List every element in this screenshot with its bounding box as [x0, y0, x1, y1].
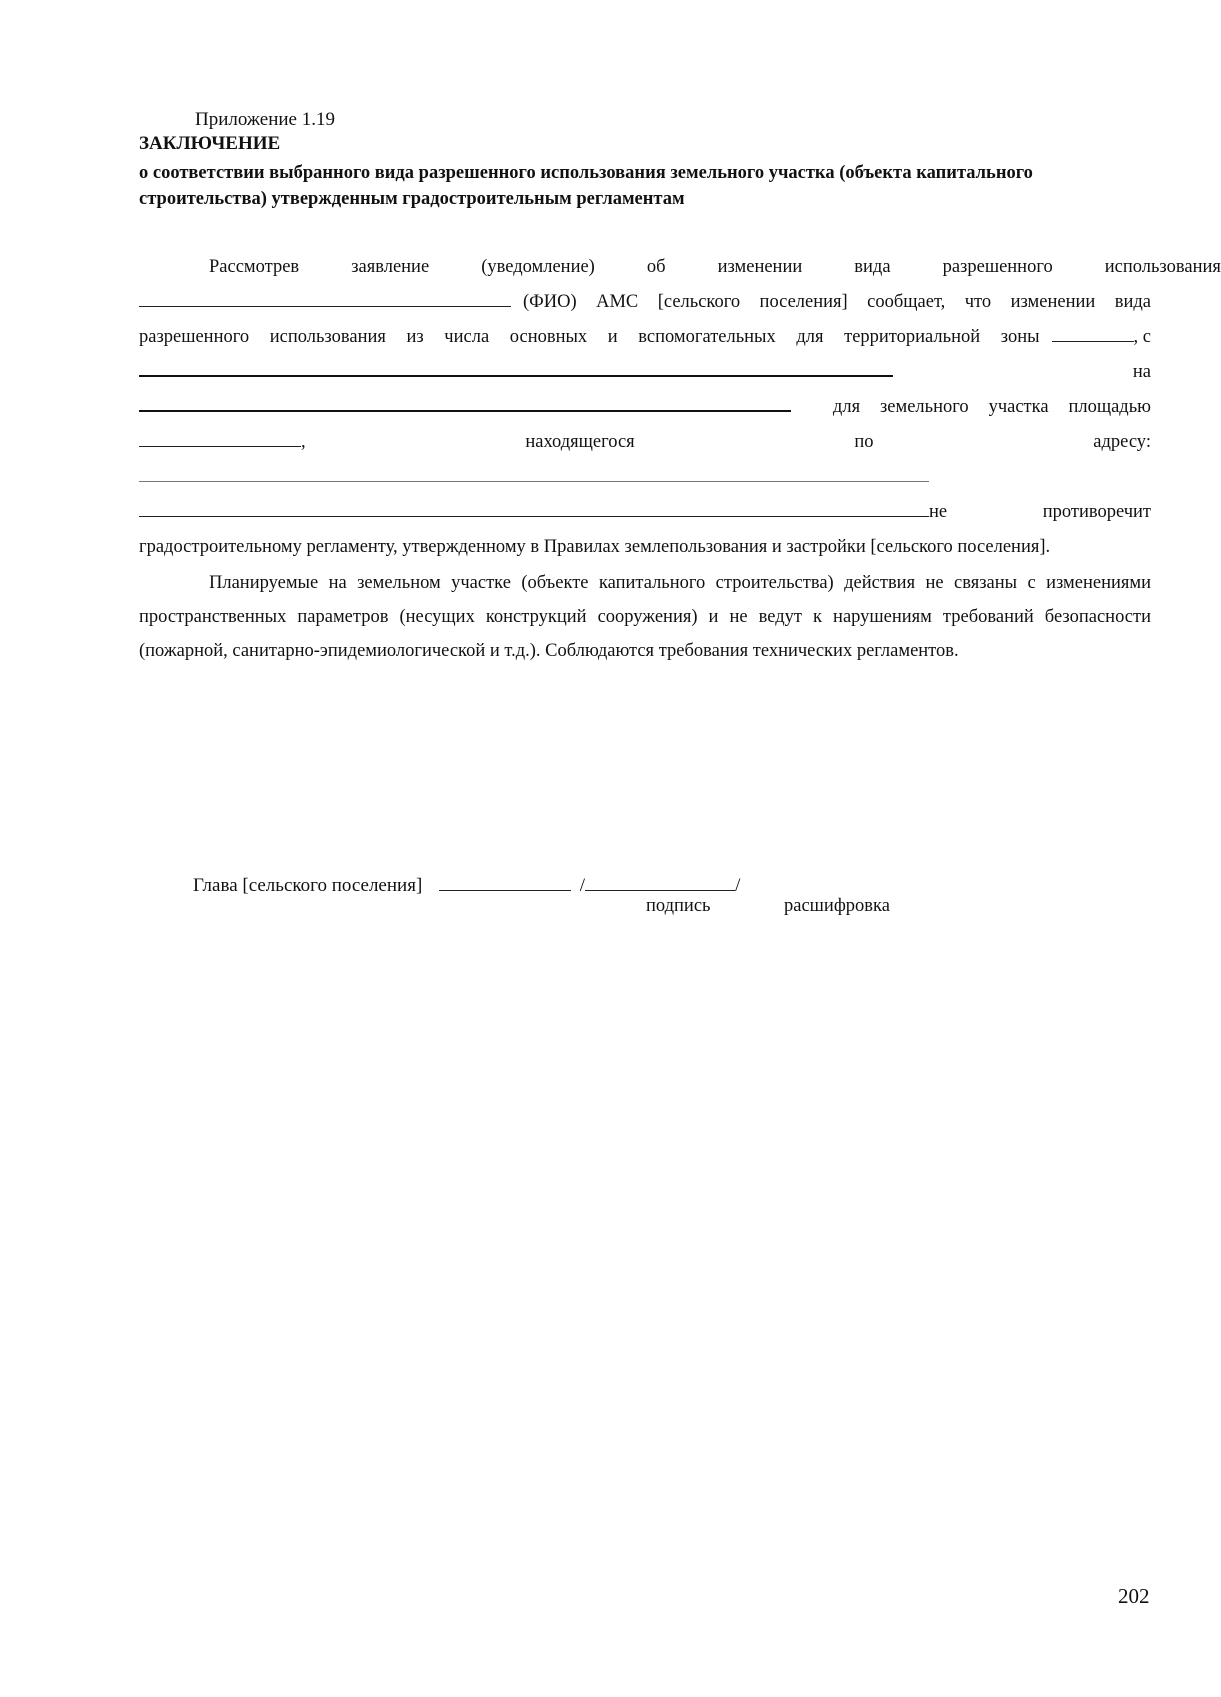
paragraph-text: Планируемые на земельном участке (объекте капитального строительства) действия не связаны с изменениями пространственных параметров (несущих конструкций сооружения) и не ведут к нарушениям требований безопасности (пожарной, санитарно-эпидемиологической и т.д.). Соблюдаются требования технических регламентов. [139, 573, 1151, 661]
form-text: , с [1133, 327, 1151, 347]
form-word: для [832, 397, 861, 417]
form-text: , [301, 432, 306, 452]
form-word: изменении [717, 257, 803, 277]
form-line-2 [139, 287, 1151, 317]
decode-caption: расшифровка [784, 896, 890, 916]
form-word: площадью [1068, 397, 1151, 417]
signature-line [193, 872, 740, 897]
signature-blank[interactable] [439, 872, 571, 891]
territorial-zone-blank[interactable] [1052, 323, 1134, 342]
form-text: на [1132, 362, 1151, 382]
form-line-3 [139, 322, 1151, 352]
current-use-blank[interactable] [139, 357, 893, 377]
form-text: (ФИО) АМС [сельского поселения] сообщает, что изменении вида [523, 292, 1151, 312]
form-word: участка [988, 397, 1049, 417]
signature-caption: подпись [646, 896, 711, 916]
document-subtitle-line-2: строительства) утвержденным градостроительным регламентам [139, 189, 685, 209]
form-word: находящегося [525, 432, 635, 452]
slash-separator: / [579, 875, 586, 896]
form-line-9 [139, 532, 1151, 562]
form-word: Рассмотрев [209, 257, 300, 277]
form-line-1 [139, 252, 1221, 282]
form-word: вида [854, 257, 891, 277]
document-title: ЗАКЛЮЧЕНИЕ [139, 133, 281, 154]
form-word: адресу: [1093, 432, 1151, 452]
form-word: заявление [351, 257, 430, 277]
new-use-blank[interactable] [139, 392, 791, 412]
planned-actions-paragraph [139, 566, 1151, 668]
form-word: разрешенного [942, 257, 1053, 277]
form-word: об [646, 257, 666, 277]
form-line-8 [139, 497, 1151, 527]
name-decode-blank[interactable] [585, 872, 735, 891]
form-word: по [854, 432, 874, 452]
form-word: противоречит [1042, 502, 1151, 522]
area-blank[interactable] [139, 428, 301, 447]
page-number: 202 [1118, 1584, 1150, 1608]
signature-label: Глава [сельского поселения] [193, 875, 423, 896]
form-word: земельного [880, 397, 969, 417]
form-text: разрешенного использования из числа основных и вспомогательных для территориальной зоны [139, 327, 1040, 347]
slash-separator: / [735, 875, 741, 896]
form-line-6 [139, 427, 1151, 457]
form-word: не [929, 502, 948, 522]
form-line-4 [139, 357, 1151, 387]
document-subtitle-line-1: о соответствии выбранного вида разрешенного использования земельного участка (объекта капитального [139, 163, 1033, 183]
applicant-name-blank[interactable] [139, 288, 511, 307]
address-continued-blank[interactable] [139, 498, 929, 517]
form-line-7 [139, 462, 1151, 492]
form-line-5 [139, 392, 1151, 422]
form-word: (уведомление) [481, 257, 595, 277]
address-blank[interactable] [139, 463, 929, 482]
form-text: градостроительному регламенту, утвержденному в Правилах землепользования и застройки [сельского поселения]. [139, 537, 1051, 557]
form-word: использования [1104, 257, 1221, 277]
appendix-label: Приложение 1.19 [195, 109, 335, 130]
